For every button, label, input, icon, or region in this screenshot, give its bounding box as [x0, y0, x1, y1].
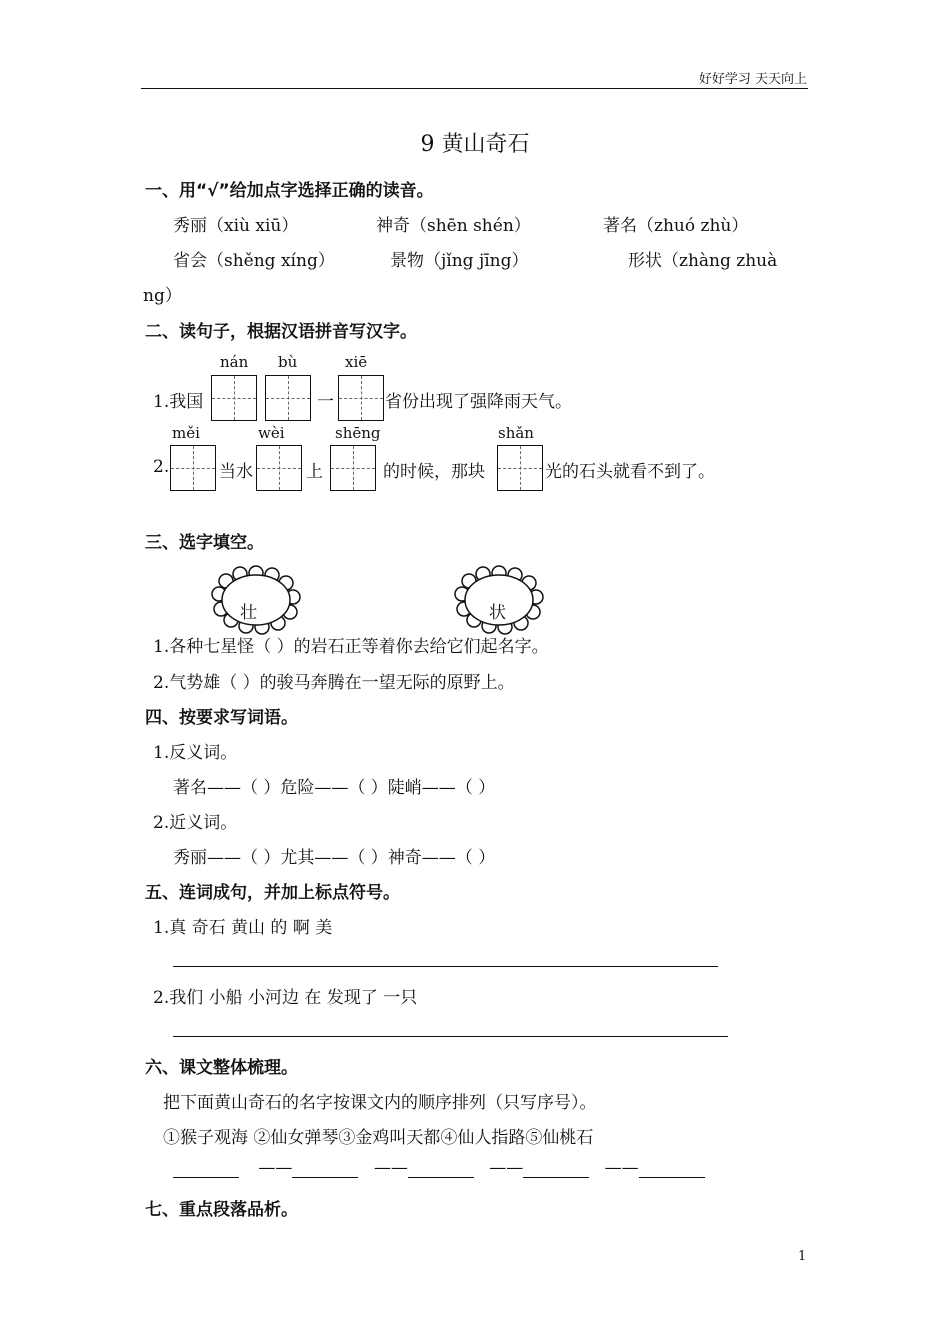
s3-question: 2.气势雄（ ）的骏马奔腾在一望无际的原野上。: [153, 673, 515, 693]
q2-part: 光的石头就看不到了。: [545, 462, 715, 482]
q2-part: 的时候，那块: [383, 462, 485, 482]
pinyin-label: shēng: [335, 424, 381, 442]
s6-instruction: 把下面黄山奇石的名字按课文内的顺序排列（只写序号）。: [163, 1093, 597, 1113]
q2-prefix: 2.: [153, 457, 170, 477]
section-5-heading: 五、连词成句，并加上标点符号。: [145, 883, 400, 903]
page-number: 1: [798, 1249, 807, 1264]
order-blank[interactable]: [639, 1160, 705, 1178]
header-rule: [141, 88, 808, 89]
order-blank[interactable]: [173, 1160, 239, 1178]
writing-box[interactable]: [256, 445, 302, 491]
order-blank[interactable]: [292, 1160, 358, 1178]
choice-char: 壮: [240, 603, 257, 623]
dash: ——: [258, 1158, 293, 1178]
section-1-heading: 一、用“√”给加点字选择正确的读音。: [145, 181, 434, 201]
section-4-heading: 四、按要求写词语。: [145, 708, 298, 728]
dash: ——: [604, 1158, 639, 1178]
answer-line[interactable]: [173, 1036, 728, 1037]
section-2-heading: 二、读句子，根据汉语拼音写汉字。: [145, 322, 417, 342]
q2-part: 当水: [219, 462, 253, 482]
pinyin-label: bù: [278, 353, 298, 371]
section-6-heading: 六、课文整体梳理。: [145, 1058, 298, 1078]
dash: ——: [373, 1158, 408, 1178]
pinyin-choice: 形状（zhàng zhuà: [628, 251, 778, 271]
pinyin-choice: 秀丽（xiù xiū）: [173, 216, 299, 236]
section-7-heading: 七、重点段落品析。: [145, 1200, 298, 1220]
q2-part: 上: [306, 462, 323, 482]
q1-prefix: 1.我国: [153, 392, 204, 412]
dash: ——: [489, 1158, 524, 1178]
pinyin-choice: 省会（shěng xíng）: [173, 251, 335, 271]
s4-label: 2.近义词。: [153, 813, 238, 833]
pinyin-label: shǎn: [498, 424, 534, 442]
writing-box[interactable]: [330, 445, 376, 491]
page-title: 9 黄山奇石: [420, 132, 530, 157]
pinyin-label: nán: [220, 353, 249, 371]
pinyin-label: měi: [172, 424, 200, 442]
writing-box[interactable]: [265, 375, 311, 421]
writing-box[interactable]: [211, 375, 257, 421]
pinyin-choice: 著名（zhuó zhù）: [603, 216, 749, 236]
writing-box[interactable]: [170, 445, 216, 491]
pinyin-choice: 神奇（shēn shén）: [376, 216, 531, 236]
pinyin-label: xiē: [345, 353, 368, 371]
q1-suffix: 省份出现了强降雨天气。: [385, 392, 572, 412]
section-3-heading: 三、选字填空。: [145, 533, 264, 553]
header-motto: 好好学习 天天向上: [698, 72, 807, 87]
q1-mid: 一: [317, 392, 334, 412]
pinyin-label: wèi: [258, 424, 285, 442]
s4-line: 秀丽——（ ）尤其——（ ）神奇——（ ）: [173, 848, 496, 868]
order-blanks: [173, 1158, 705, 1178]
writing-box[interactable]: [338, 375, 384, 421]
order-blank[interactable]: [523, 1160, 589, 1178]
choice-char: 状: [489, 603, 506, 623]
pinyin-choice: 景物（jǐng jīng）: [390, 251, 529, 271]
answer-line[interactable]: [173, 966, 718, 967]
s3-question: 1.各种七星怪（ ）的岩石正等着你去给它们起名字。: [153, 637, 549, 657]
s5-question: 1.真 奇石 黄山 的 啊 美: [153, 918, 333, 938]
s4-line: 著名——（ ）危险——（ ）陡峭——（ ）: [173, 778, 496, 798]
s6-items: ①猴子观海 ②仙女弹琴③金鸡叫天都④仙人指路⑤仙桃石: [163, 1128, 594, 1148]
s4-label: 1.反义词。: [153, 743, 238, 763]
order-blank[interactable]: [408, 1160, 474, 1178]
s5-question: 2.我们 小船 小河边 在 发现了 一只: [153, 988, 418, 1008]
pinyin-choice-wrap: ng）: [143, 286, 182, 306]
writing-box[interactable]: [497, 445, 543, 491]
